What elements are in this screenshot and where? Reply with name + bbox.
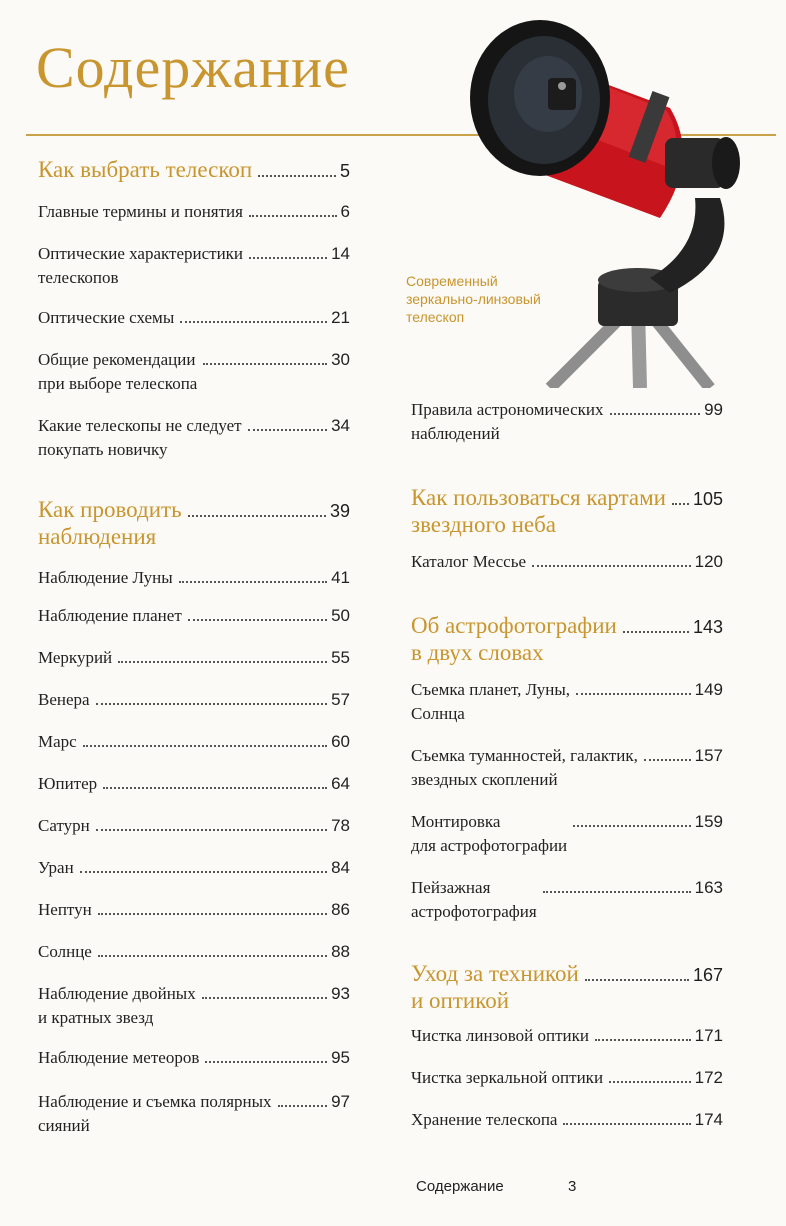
dot-leader [623,631,689,633]
entry-title: Какие телескопы не следует покупать новичку [38,416,242,459]
entry-title: Монтировка для астрофотографии [411,812,568,855]
dot-leader [532,565,691,567]
dot-leader [248,429,327,431]
entry-page-number: 14 [331,244,350,263]
telescope-photo [470,8,786,388]
dot-leader [585,979,689,981]
dot-leader [103,787,327,789]
entry-page-number: 171 [694,1026,723,1045]
toc-entry [38,772,350,796]
entry-page-number: 86 [331,900,350,919]
entry-title: Правила астрономических наблюдений [411,400,604,443]
dot-leader [249,215,337,217]
photo-caption: Современный зеркально-линзовый телескоп [406,273,541,325]
toc-entry [411,810,723,858]
entry-title: Съемка планет, Луны, Солнца [411,680,571,723]
entry-title: Наблюдение планет [38,606,182,625]
entry-title: Чистка линзовой оптики [411,1026,589,1045]
entry-title: Наблюдение двойных и кратных звезд [38,984,196,1027]
toc-entry [38,814,350,838]
dot-leader [80,871,327,873]
toc-entry [38,898,350,922]
entry-title: Пейзажная астрофотография [411,878,537,921]
entry-page-number: 64 [331,774,350,793]
toc-entry [38,856,350,880]
dot-leader [188,619,327,621]
entry-page-number: 105 [692,489,723,509]
toc-entry [38,1090,350,1138]
entry-title: Общие рекомендации при выборе телескопа [38,350,198,393]
page-number: 3 [568,1178,577,1195]
entry-title: Съемка туманностей, галактик, звездных скоплений [411,746,638,789]
toc-entry [38,982,350,1030]
entry-page-number: 60 [331,732,350,751]
dot-leader [610,413,701,415]
dot-leader [179,581,327,583]
toc-entry [411,744,723,792]
entry-page-number: 159 [694,812,723,831]
entry-page-number: 99 [704,400,723,419]
entry-page-number: 39 [329,501,350,521]
entry-title: Наблюдение метеоров [38,1048,200,1067]
entry-page-number: 149 [694,680,723,699]
entry-title: Хранение телескопа [411,1110,558,1129]
section-title: Уход за техникой и оптикой [411,961,579,1013]
dot-leader [188,515,326,517]
toc-entry [38,730,350,754]
entry-page-number: 84 [331,858,350,877]
section-title: Об астрофотографии в двух словах [411,613,617,665]
entry-title: Солнце [38,942,92,961]
section-title: Как выбрать телескоп [38,157,253,182]
entry-page-number: 95 [331,1048,350,1067]
toc-entry [38,348,350,396]
toc-entry [38,604,350,628]
entry-page-number: 143 [692,617,723,637]
toc-entry [38,688,350,712]
toc-entry [38,646,350,670]
dot-leader [258,175,336,177]
dot-leader [573,825,690,827]
entry-page-number: 120 [694,552,723,571]
entry-title: Оптические характеристики телескопов [38,244,244,287]
dot-leader [563,1123,690,1125]
toc-section-entry [38,156,350,185]
toc-entry [38,566,350,590]
entry-page-number: 167 [692,965,723,985]
entry-page-number: 5 [339,161,350,181]
entry-title: Наблюдение Луны [38,568,173,587]
dot-leader [609,1081,691,1083]
entry-page-number: 34 [331,416,350,435]
section-title: Как проводить наблюдения [38,497,182,549]
dot-leader [644,759,691,761]
footer-label: Содержание [416,1178,504,1195]
entry-title: Юпитер [38,774,98,793]
entry-page-number: 55 [331,648,350,667]
section-title: Как пользоваться картами звездного неба [411,485,666,537]
entry-page-number: 50 [331,606,350,625]
entry-title: Оптические схемы [38,308,175,327]
entry-title: Уран [38,858,74,877]
toc-entry [411,876,723,924]
dot-leader [98,955,327,957]
dot-leader [203,363,327,365]
entry-page-number: 93 [331,984,350,1003]
dot-leader [205,1061,327,1063]
toc-entry [411,550,723,574]
entry-page-number: 88 [331,942,350,961]
dot-leader [96,829,327,831]
entry-page-number: 163 [694,878,723,897]
entry-title: Нептун [38,900,92,919]
toc-entry [411,1108,723,1132]
entry-page-number: 57 [331,690,350,709]
toc-section-entry [411,960,723,1014]
entry-title: Венера [38,690,90,709]
dot-leader [278,1105,328,1107]
entry-title: Чистка зеркальной оптики [411,1068,604,1087]
toc-entry [38,200,350,224]
dot-leader [96,703,328,705]
entry-page-number: 30 [331,350,350,369]
entry-title: Марс [38,732,77,751]
dot-leader [595,1039,691,1041]
entry-title: Каталог Мессье [411,552,527,571]
entry-page-number: 6 [340,202,350,221]
dot-leader [576,693,691,695]
dot-leader [180,321,327,323]
entry-title: Меркурий [38,648,113,667]
toc-entry [38,414,350,462]
toc-entry [411,398,723,446]
entry-title: Главные термины и понятия [38,202,243,221]
dot-leader [249,257,327,259]
entry-page-number: 97 [331,1092,350,1111]
toc-entry [38,1046,350,1070]
toc-section-entry [411,612,723,666]
entry-title: Наблюдение и съемка полярных сияний [38,1092,272,1135]
toc-entry [38,306,350,330]
entry-page-number: 172 [694,1068,723,1087]
dot-leader [83,745,327,747]
entry-page-number: 174 [694,1110,723,1129]
dot-leader [543,891,691,893]
entry-page-number: 41 [331,568,350,587]
toc-entry [411,678,723,726]
toc-entry [38,940,350,964]
dot-leader [672,503,689,505]
entry-page-number: 78 [331,816,350,835]
toc-section-entry [38,496,350,550]
entry-page-number: 157 [694,746,723,765]
toc-entry [411,1024,723,1048]
dot-leader [98,913,327,915]
page-title: Содержание [36,35,350,100]
dot-leader [118,661,327,663]
toc-entry [411,1066,723,1090]
dot-leader [202,997,327,999]
toc-entry [38,242,350,290]
entry-title: Сатурн [38,816,90,835]
toc-section-entry [411,484,723,538]
entry-page-number: 21 [331,308,350,327]
